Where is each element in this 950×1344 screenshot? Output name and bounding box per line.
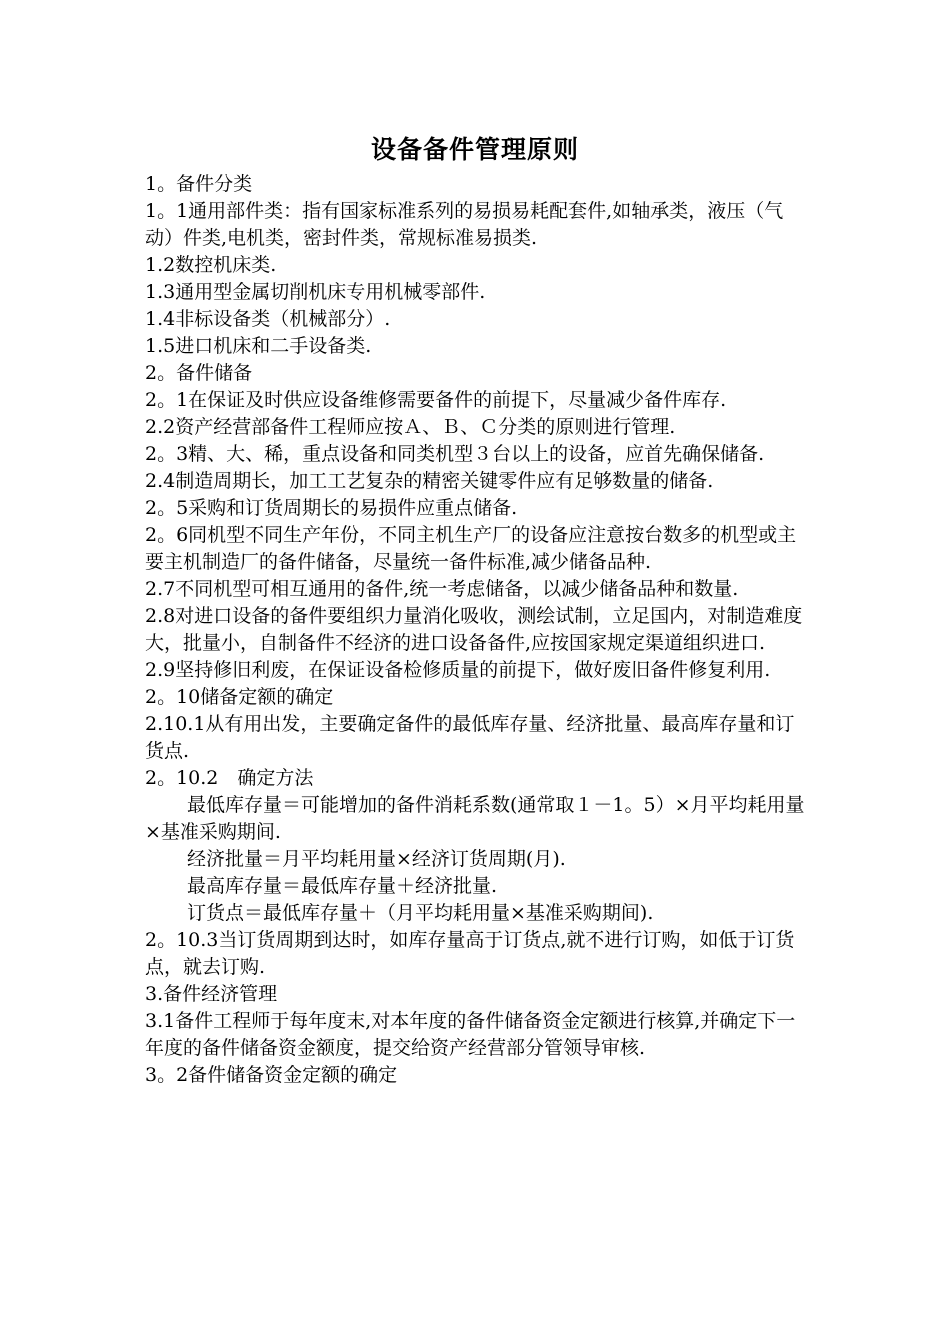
document-body (145, 171, 805, 1089)
paragraph: 3。2备件储备资金定额的确定 (145, 1064, 398, 1086)
paragraph: 2。5采购和订货周期长的易损件应重点储备. (145, 497, 518, 519)
paragraph: 3.1备件工程师于每年度末,对本年度的备件储备资金定额进行核算,并确定下一年度的备件储备资金额度，提交给资产经营部分管领导审核. (145, 1010, 796, 1059)
paragraph: 经济批量＝月平均耗用量×经济订货周期(月). (187, 848, 566, 870)
paragraph: 2。备件储备 (145, 362, 253, 384)
paragraph: 1.3通用型金属切削机床专用机械零部件. (145, 281, 486, 303)
paragraph: 2。10.3当订货周期到达时，如库存量高于订货点,就不进行订购，如低于订货点，就去订购. (145, 929, 795, 978)
paragraph: 2。1在保证及时供应设备维修需要备件的前提下，尽量减少备件库存. (145, 389, 727, 411)
paragraph: 1。1通用部件类：指有国家标准系列的易损易耗配套件,如轴承类，液压（气动）件类,电机类，密封件类，常规标准易损类. (145, 200, 784, 249)
paragraph: 3.备件经济管理 (145, 983, 278, 1005)
paragraph: 1.5进口机床和二手设备类. (145, 335, 372, 357)
paragraph: 2。3精、大、稀，重点设备和同类机型３台以上的设备，应首先确保储备. (145, 443, 765, 465)
paragraph: 1.2数控机床类. (145, 254, 277, 276)
paragraph: 2.7不同机型可相互通用的备件,统一考虑储备，以减少储备品种和数量. (145, 578, 739, 600)
paragraph: 1.4非标设备类（机械部分）. (145, 308, 391, 330)
paragraph: 2。10储备定额的确定 (145, 686, 334, 708)
paragraph: 2.4制造周期长，加工工艺复杂的精密关键零件应有足够数量的储备. (145, 470, 714, 492)
paragraph: 2.8对进口设备的备件要组织力量消化吸收，测绘试制，立足国内，对制造难度大，批量小，自制备件不经济的进口设备备件,应按国家规定渠道组织进口. (145, 605, 803, 654)
document-title: 设备备件管理原则 (370, 135, 579, 164)
paragraph: 最高库存量＝最低库存量＋经济批量. (187, 875, 498, 897)
paragraph: 2.10.1从有用出发，主要确定备件的最低库存量、经济批量、最高库存量和订货点. (145, 713, 795, 762)
paragraph: 最低库存量＝可能增加的备件消耗系数(通常取１－1。5）×月平均耗用量×基准采购期间. (145, 794, 805, 843)
paragraph: 1。备件分类 (145, 173, 253, 195)
paragraph: 2.9坚持修旧利废，在保证设备检修质量的前提下，做好废旧备件修复利用. (145, 659, 771, 681)
paragraph: 2。6同机型不同生产年份，不同主机生产厂的设备应注意按台数多的机型或主要主机制造厂的备件储备，尽量统一备件标准,减少储备品种. (145, 524, 797, 573)
paragraph: 2。10.2 确定方法 (145, 767, 314, 789)
paragraph: 订货点＝最低库存量＋（月平均耗用量×基准采购期间). (187, 902, 654, 924)
paragraph: 2.2资产经营部备件工程师应按Ａ、Ｂ、Ｃ分类的原则进行管理. (145, 416, 676, 438)
